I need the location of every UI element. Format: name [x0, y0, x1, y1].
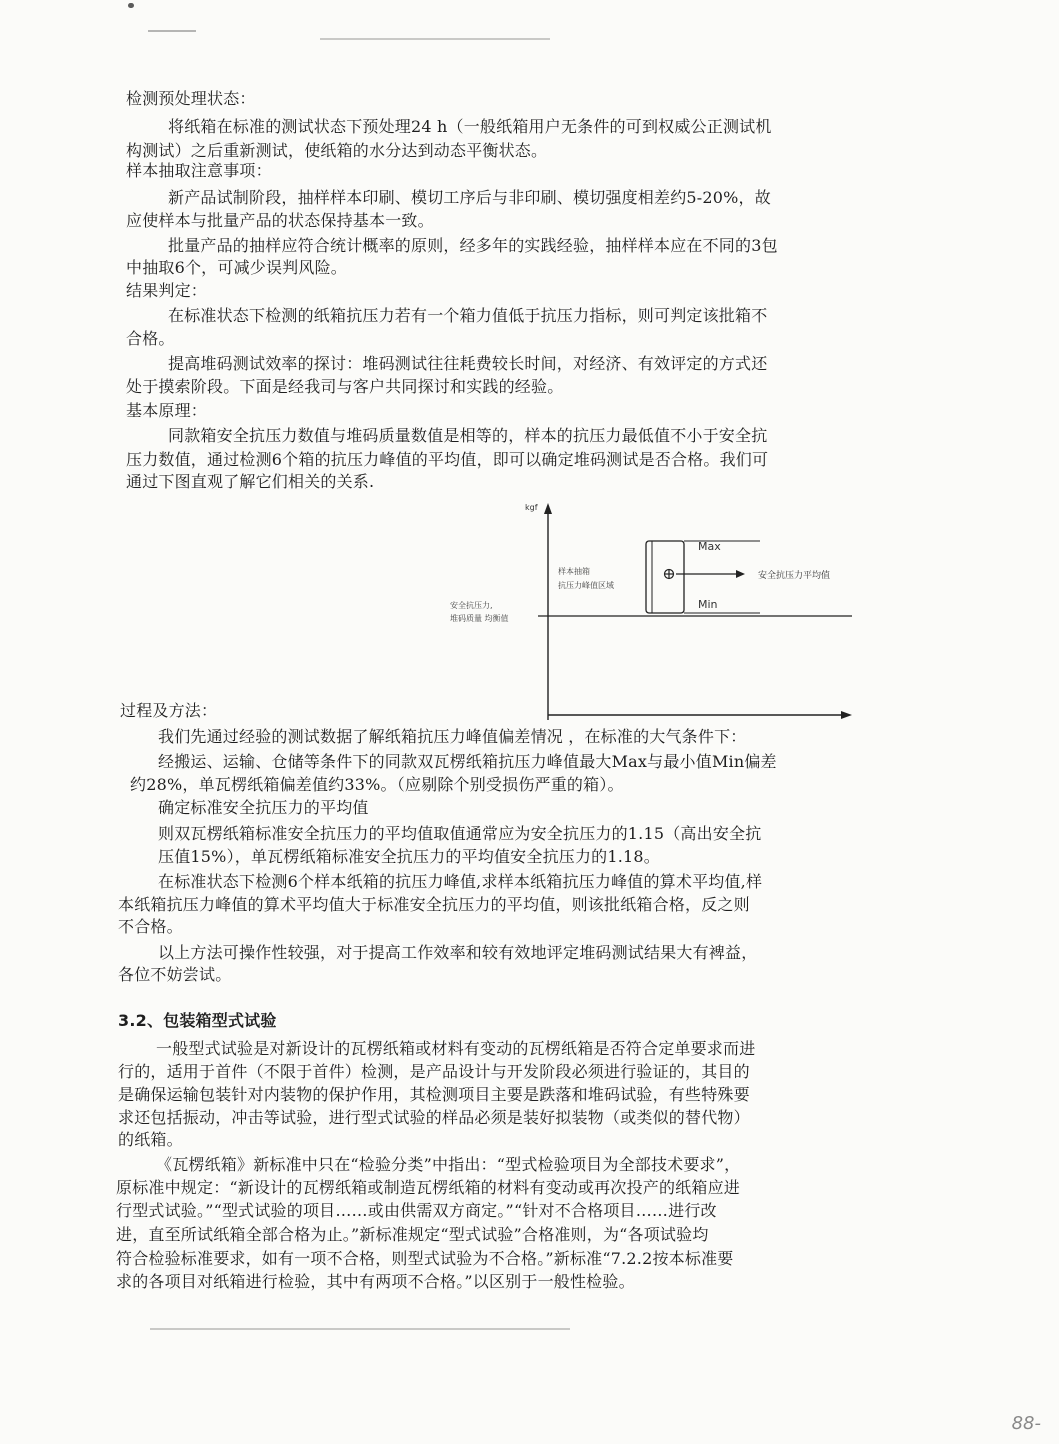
y-axis-label: kgf	[525, 503, 538, 512]
paragraph-line: 各位不妨尝试。	[118, 965, 232, 984]
min-label: Min	[698, 598, 718, 611]
heading-pretreatment: 检测预处理状态：	[126, 89, 256, 108]
scan-mark	[128, 3, 134, 8]
paragraph-line: 在标准状态下检测的纸箱抗压力若有一个箱力值低于抗压力指标，则可判定该批箱不	[168, 306, 768, 325]
peak-range-box	[646, 541, 684, 613]
paragraph-line: 原标准中规定：“新设计的瓦楞纸箱或制造瓦楞纸箱的材料有变动或再次投产的纸箱应进	[116, 1178, 740, 1197]
baseline-label: 堆码质量 均衡值	[450, 614, 509, 623]
paragraph-line: 《瓦楞纸箱》新标准中只在“检验分类”中指出：“型式检验项目为全部技术要求”，	[156, 1155, 741, 1174]
scan-mark	[148, 30, 196, 32]
scan-mark	[150, 1328, 570, 1330]
paragraph-line: 行的，适用于首件（不限于首件）检测，是产品设计与开发阶段必须进行验证的，其目的	[118, 1062, 750, 1081]
page-number: 88-	[1011, 1413, 1041, 1434]
range-label: 抗压力峰值区域	[558, 581, 614, 590]
y-axis-arrow	[544, 503, 552, 514]
max-label: Max	[698, 540, 721, 553]
paragraph-line: 将纸箱在标准的测试状态下预处理24 h（一般纸箱用户无条件的可到权威公正测试机	[168, 117, 772, 136]
average-label: 安全抗压力平均值	[758, 571, 831, 581]
section-heading-3-2: 3.2、包装箱型式试验	[118, 1011, 277, 1030]
paragraph-line: 经搬运、运输、仓储等条件下的同款双瓦楞纸箱抗压力峰值最大Max与最小值Min偏差	[158, 752, 777, 771]
paragraph-line: 行型式试验。”“型式试验的项目……或由供需双方商定。”“针对不合格项目……进行改	[116, 1201, 717, 1220]
paragraph-line: 一般型式试验是对新设计的瓦楞纸箱或材料有变动的瓦楞纸箱是否符合定单要求而进	[156, 1039, 756, 1058]
paragraph-line: 确定标准安全抗压力的平均值	[158, 798, 369, 817]
paragraph-line: 进，直至所试纸箱全部合格为止。”新标准规定“型式试验”合格准则，为“各项试验均	[116, 1225, 709, 1244]
baseline-label: 安全抗压力,	[450, 601, 493, 610]
paragraph-line: 合格。	[126, 329, 175, 348]
paragraph-line: 是确保运输包装针对内装物的保护作用，其检测项目主要是跌落和堆码试验，有些特殊要	[118, 1085, 750, 1104]
paragraph-line: 通过下图直观了解它们相关的关系.	[126, 472, 375, 491]
paragraph-line: 我们先通过经验的测试数据了解纸箱抗压力峰值偏差情况 ，在标准的大气条件下：	[158, 727, 747, 746]
paragraph-line: 求还包括振动，冲击等试验，进行型式试验的样品必须是装好拟装物（或类似的替代物）	[118, 1108, 750, 1127]
paragraph-line: 同款箱安全抗压力数值与堆码质量数值是相等的，样本的抗压力最低值不小于安全抗	[168, 426, 768, 445]
scan-mark	[320, 38, 550, 40]
paragraph-line: 则双瓦楞纸箱标准安全抗压力的平均值取值通常应为安全抗压力的1.15（高出安全抗	[158, 824, 762, 843]
paragraph-line: 提高堆码测试效率的探讨：堆码测试往往耗费较长时间，对经济、有效评定的方式还	[168, 354, 768, 373]
paragraph-line: 不合格。	[118, 917, 183, 936]
heading-principle: 基本原理：	[126, 401, 208, 420]
heading-result: 结果判定：	[126, 281, 208, 300]
paragraph-line: 求的各项目对纸箱进行检验，其中有两项不合格。”以区别于一般性检验。	[116, 1272, 635, 1291]
paragraph-line: 压值15%），单瓦楞纸箱标准安全抗压力的平均值安全抗压力的1.18。	[158, 847, 660, 866]
paragraph-line: 压力数值，通过检测6个箱的抗压力峰值的平均值，即可以确定堆码测试是否合格。我们可	[126, 450, 769, 469]
x-axis-arrow	[841, 711, 852, 719]
average-arrow	[736, 570, 745, 578]
paragraph-line: 的纸箱。	[118, 1130, 183, 1149]
heading-process: 过程及方法：	[120, 701, 218, 720]
paragraph-line: 处于摸索阶段。下面是经我司与客户共同探讨和实践的经验。	[126, 377, 564, 396]
paragraph-line: 符合检验标准要求，如有一项不合格，则型式试验为不合格。”新标准“7.2.2按本标准要	[116, 1249, 734, 1268]
paragraph-line: 约28%，单瓦楞纸箱偏差值约33%。（应剔除个别受损伤严重的箱）。	[130, 775, 624, 794]
paragraph-line: 本纸箱抗压力峰值的算术平均值大于标准安全抗压力的平均值，则该批纸箱合格，反之则	[118, 895, 750, 914]
paragraph-line: 中抽取6个，可减少误判风险。	[126, 258, 347, 277]
paragraph-line: 以上方法可操作性较强，对于提高工作效率和较有效地评定堆码测试结果大有裨益，	[158, 943, 758, 962]
average-marker-icon	[665, 570, 674, 579]
paragraph-line: 新产品试制阶段，抽样样本印刷、模切工序后与非印刷、模切强度相差约5-20%，故	[168, 188, 771, 207]
paragraph-line: 批量产品的抽样应符合统计概率的原则，经多年的实践经验，抽样样本应在不同的3包	[168, 236, 778, 255]
paragraph-line: 构测试）之后重新测试，使纸箱的水分达到动态平衡状态。	[126, 141, 548, 160]
paragraph-line: 应使样本与批量产品的状态保持基本一致。	[126, 211, 434, 230]
range-label: 样本抽箱	[558, 567, 590, 576]
heading-sampling: 样本抽取注意事项：	[126, 161, 272, 180]
paragraph-line: 在标准状态下检测6个样本纸箱的抗压力峰值,求样本纸箱抗压力峰值的算术平均值,样	[158, 872, 763, 891]
